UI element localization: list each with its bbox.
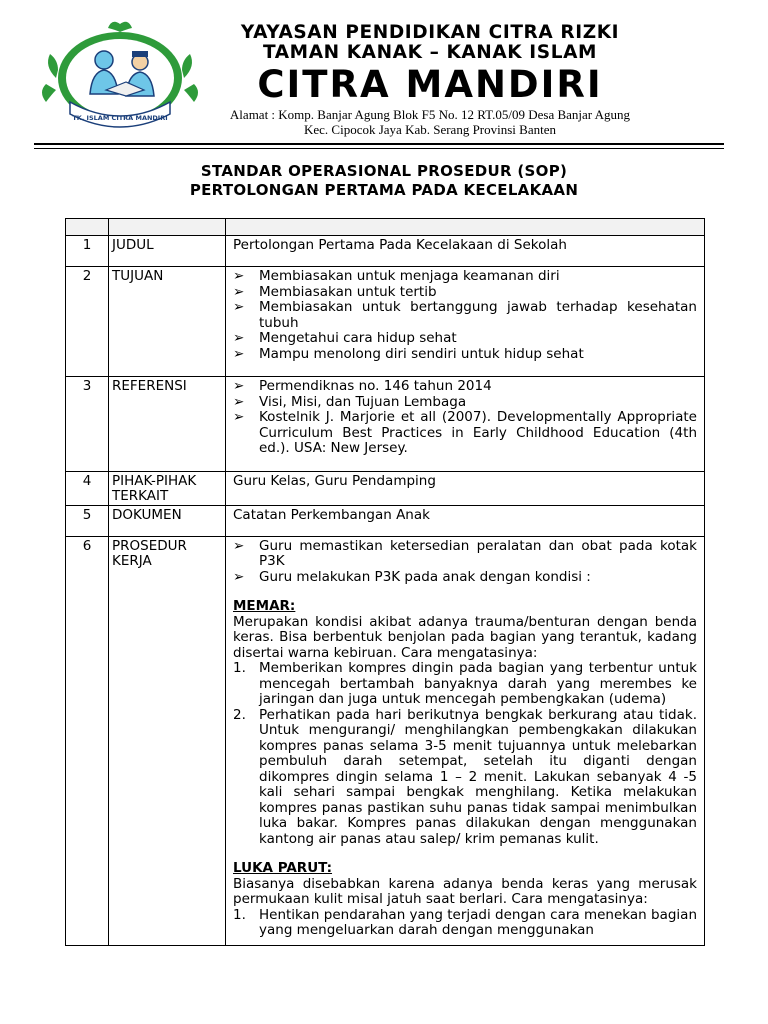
arrow-bullet-icon: ➢: [233, 378, 245, 394]
row-number: 6: [66, 536, 109, 945]
list-item: ➢ Visi, Misi, dan Tujuan Lembaga: [233, 393, 467, 410]
row-value: [226, 536, 705, 945]
list-item: 2. Perhatikan pada hari berikutnya bengkak berkurang atau tidak. Untuk mengurangi/ menghilangkan pembengkakan dilakukan kompres panas selama 3-5 menit tujuannya untuk melebarkan pembuluh darah setempat, setelah itu diganti dengan dikompres dingin selama 1 – 2 menit. Lakukan sebanyak 4 -5 kali sehari sampai bengkak menghilang. Ketika melakukan kompres panas pastikan suhu panas tidak sampai menimbulkan luka bakar. Kompres panas dilakukan dengan menggunakan kantong air panas atau salep/ krim pemanas kulit.: [233, 706, 697, 847]
list-item: ➢ Permendiknas no. 146 tahun 2014: [233, 378, 492, 394]
list-item: ➢ Mengetahui cara hidup sehat: [233, 330, 457, 346]
row-value: [226, 267, 705, 377]
arrow-bullet-icon: ➢: [233, 345, 245, 362]
list-item: ➢ Guru melakukan P3K pada anak dengan kondisi :: [233, 568, 591, 585]
row-number: 2: [66, 267, 109, 377]
address: [160, 108, 700, 137]
arrow-bullet-icon: ➢: [233, 409, 245, 425]
row-label: PROSEDUR KERJA: [109, 536, 226, 945]
school-name: CITRA MANDIRI: [257, 63, 603, 106]
row-number: 3: [66, 377, 109, 472]
list-item: ➢ Membiasakan untuk bertanggung jawab terhadap kesehatan tubuh: [233, 299, 697, 331]
tujuan-list: [233, 269, 697, 362]
address-line-1: Alamat : Komp. Banjar Agung Blok F5 No. 12 RT.05/09 Desa Banjar Agung: [229, 107, 631, 122]
table-row: [66, 536, 705, 945]
list-item: ➢ Guru memastikan ketersedian peralatan dan obat pada kotak P3K: [233, 537, 697, 569]
arrow-bullet-icon: ➢: [233, 393, 245, 410]
arrow-bullet-icon: ➢: [233, 330, 245, 346]
school-type: TAMAN KANAK – KANAK ISLAM: [262, 42, 598, 63]
list-item: ➢ Membiasakan untuk tertib: [233, 283, 437, 300]
row-label: JUDUL: [109, 236, 226, 267]
arrow-bullet-icon: ➢: [233, 568, 245, 585]
list-item: 1. Hentikan pendarahan yang terjadi dengan cara menekan bagian yang mengeluarkan darah dengan menggunakan: [233, 906, 697, 938]
row-number: 5: [66, 505, 109, 536]
row-label: REFERENSI: [109, 377, 226, 472]
table-header-row: [66, 219, 705, 236]
table-row: [66, 236, 705, 267]
arrow-bullet-icon: ➢: [233, 537, 245, 554]
luka-parut-steps: [233, 908, 697, 939]
foundation-name: YAYASAN PENDIDIKAN CITRA RIZKI: [240, 22, 620, 43]
list-item: ➢ Membiasakan untuk menjaga keamanan diri: [233, 268, 560, 284]
row-label: TUJUAN: [109, 267, 226, 377]
list-item: ➢ Kostelnik J. Marjorie et all (2007). Developmentally Appropriate Curriculum Best Practices in Early Childhood Education (4th ed.). USA: New Jersey.: [233, 409, 697, 456]
judul-value: Pertolongan Pertama Pada Kecelakaan di Sekolah: [233, 237, 567, 253]
list-item: 1. Memberikan kompres dingin pada bagian yang terbentur untuk mencegah bertambah banyaknya darah yang merembes ke jaringan dan juga untuk mencegah pembengkakan (udema): [233, 660, 697, 707]
title-line-2: PERTOLONGAN PERTAMA PADA KECELAKAAN: [189, 181, 579, 199]
logo-text: TK. ISLAM CITRA MANDIRI: [72, 114, 168, 122]
row-value: [226, 236, 705, 267]
letterhead-rule-thick: [34, 143, 724, 145]
document-title: [0, 162, 768, 200]
table-row: [66, 471, 705, 505]
arrow-bullet-icon: ➢: [233, 299, 245, 315]
memar-steps: [233, 661, 697, 847]
address-line-2: Kec. Cipocok Jaya Kab. Serang Provinsi Banten: [303, 121, 556, 137]
table-row: [66, 267, 705, 377]
row-label: PIHAK-PIHAK TERKAIT: [109, 471, 226, 505]
row-value: Catatan Perkembangan Anak: [226, 505, 705, 536]
luka-parut-intro: Biasanya disebabkan karena adanya benda keras yang merusak permukaan kulit misal jatuh saat berlari. Cara mengatasinya:: [233, 875, 697, 907]
arrow-bullet-icon: ➢: [233, 268, 245, 284]
title-line-1: STANDAR OPERASIONAL PROSEDUR (SOP): [200, 162, 568, 180]
row-label: DOKUMEN: [109, 505, 226, 536]
row-number: 1: [66, 236, 109, 267]
arrow-bullet-icon: ➢: [233, 283, 245, 300]
luka-parut-heading: LUKA PARUT:: [233, 860, 333, 876]
memar-intro: Merupakan kondisi akibat adanya trauma/benturan dengan benda keras. Bisa berbentuk benjolan pada bagian yang terantuk, kadang disertai warna kebiruan. Cara mengatasinya:: [233, 613, 697, 661]
row-value: Guru Kelas, Guru Pendamping: [226, 471, 705, 505]
list-item: ➢ Mampu menolong diri sendiri untuk hidup sehat: [233, 345, 584, 362]
referensi-list: [233, 379, 697, 457]
memar-heading: MEMAR:: [233, 598, 296, 614]
letterhead-rule-thin: [34, 148, 724, 149]
prosedur-list: [233, 539, 697, 586]
table-row: [66, 377, 705, 472]
sop-table: [65, 218, 705, 946]
row-number: 4: [66, 471, 109, 505]
table-row: [66, 505, 705, 536]
row-value: [226, 377, 705, 472]
